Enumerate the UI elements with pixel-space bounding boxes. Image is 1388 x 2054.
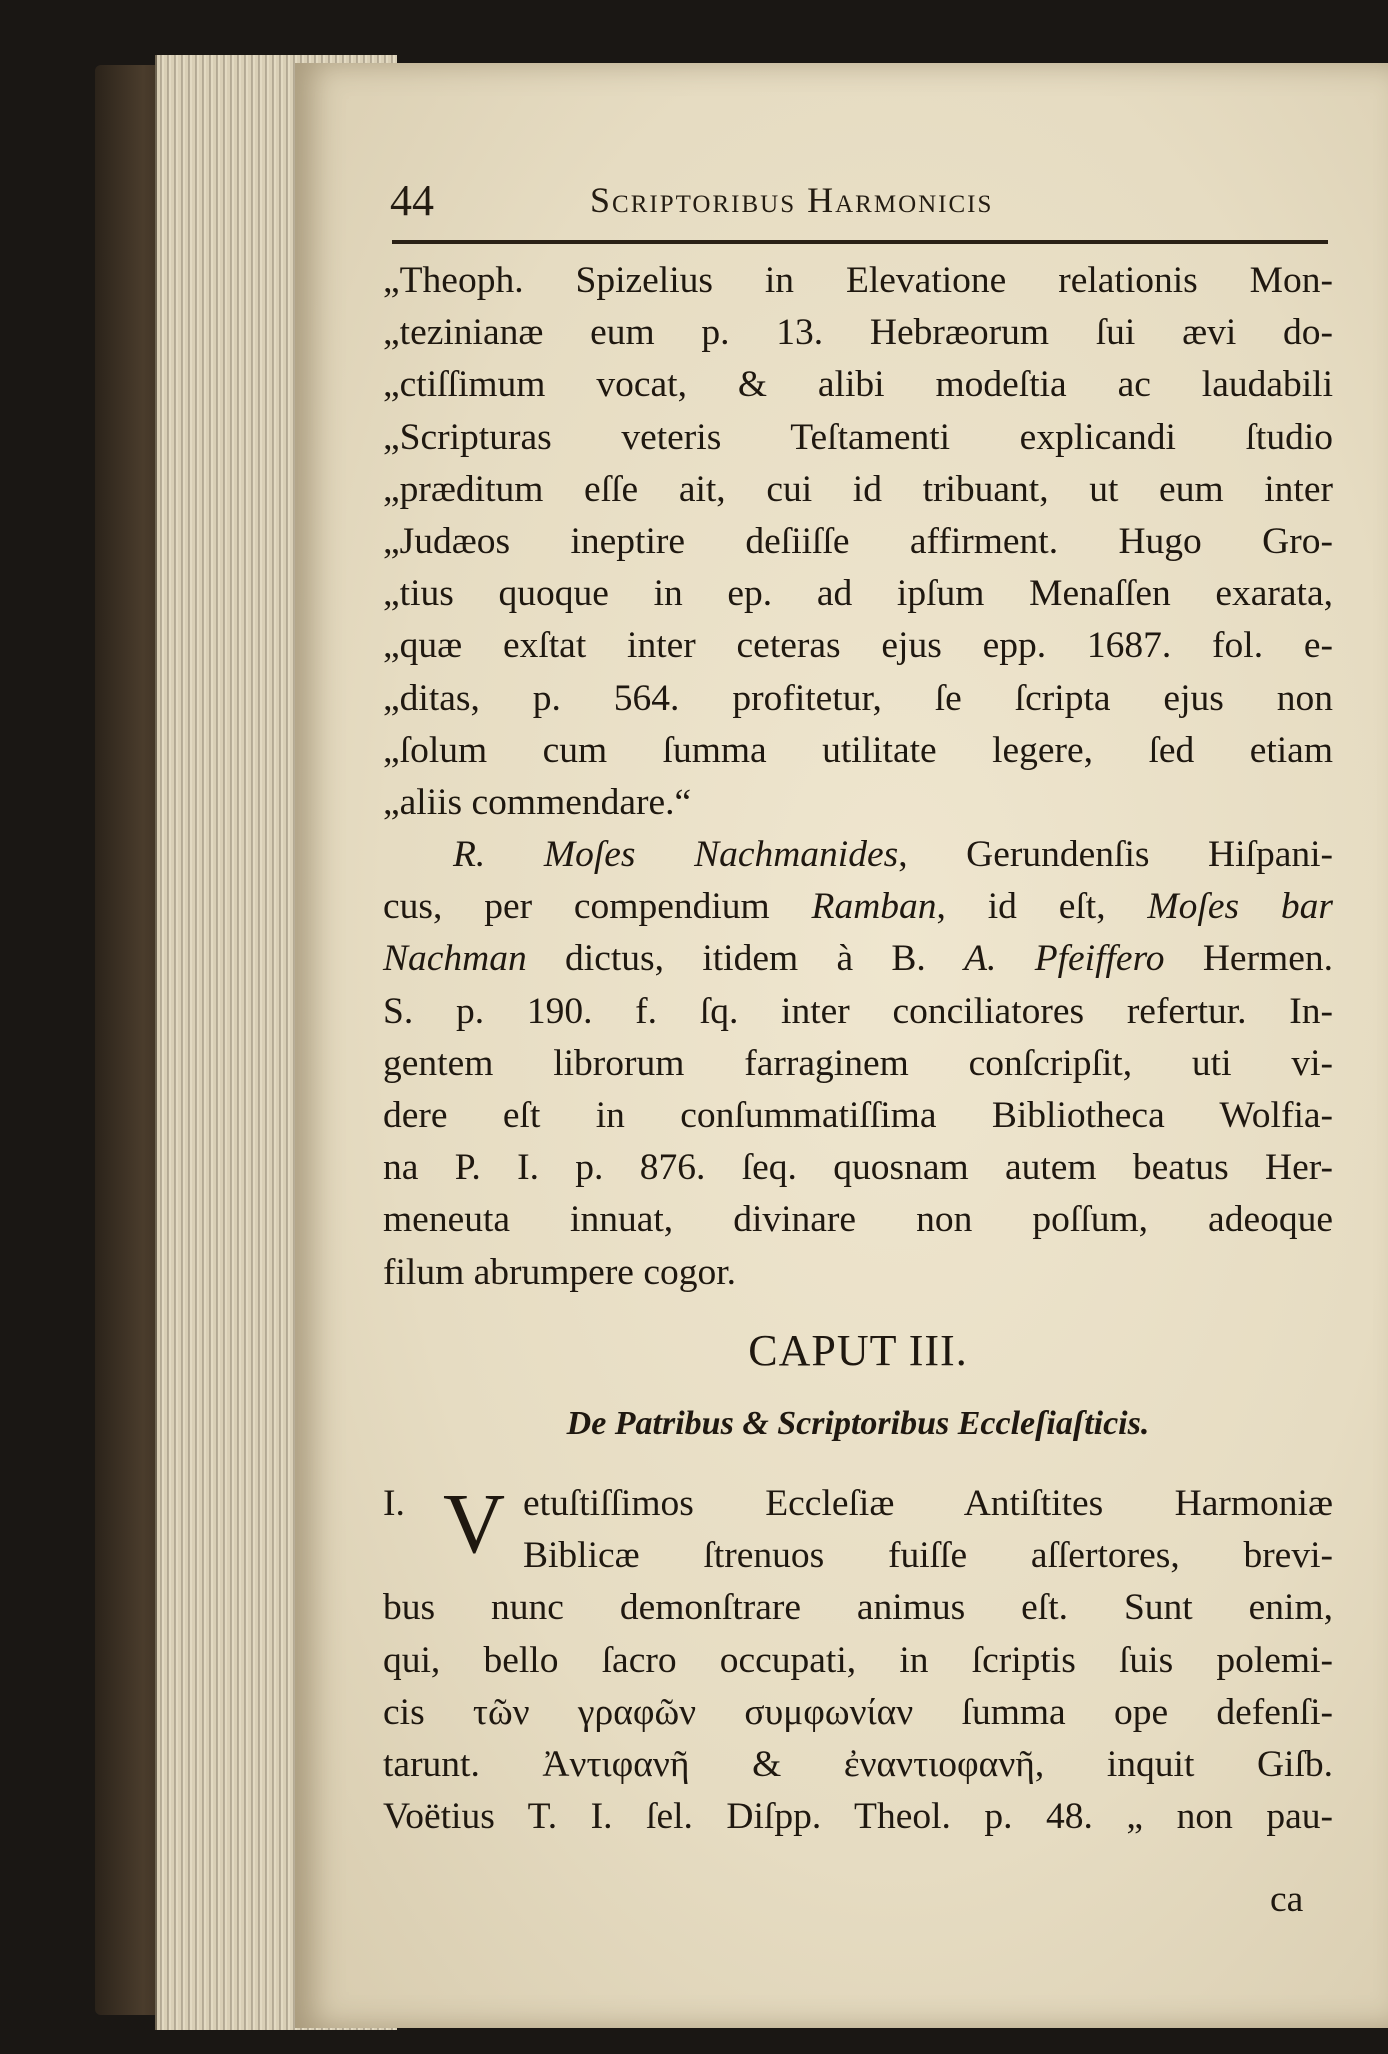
italic-segment: A. Pfeiffero <box>964 938 1165 980</box>
italic-segment: Ramban <box>811 886 937 928</box>
text-line: cis τῶν γραφῶν συμφωνίαν ſumma ope defenſi- <box>383 1691 1333 1733</box>
text-segment: cus, per compendium <box>383 886 812 928</box>
text-segment: , Gerundenſis Hiſpani- <box>898 834 1333 876</box>
text-line <box>383 1142 1333 1194</box>
text-line: etuſtiſſimos Eccleſiæ Antiſtites Harmoniæ <box>523 1483 1333 1524</box>
body-text <box>383 255 1333 1299</box>
text-line <box>383 1247 1333 1299</box>
chapter-subtitle: De Patribus & Scriptoribus Eccleſiaſticis. <box>566 1405 1150 1442</box>
section-number: I. <box>383 1483 405 1524</box>
text-line: „præditum eſſe ait, cui id tribuant, ut eum inter <box>383 468 1333 510</box>
text-line: tarunt. Ἀντιφανῆ & ἐναντιοφανῆ, inquit Giſb. <box>383 1743 1333 1785</box>
drop-capital: V <box>443 1475 506 1571</box>
chapter-title: CAPUT III. <box>748 1326 968 1375</box>
text-line: qui, bello ſacro occupati, in ſcriptis ſuis polemi- <box>383 1639 1333 1681</box>
text-line <box>383 986 1333 1038</box>
text-line <box>383 933 1333 985</box>
header-rule <box>392 240 1328 244</box>
italic-segment: R. Moſes Nachmanides <box>453 834 899 876</box>
text-segment: dictus, itidem à B. <box>526 938 965 980</box>
text-segment: dere eſt in conſummatiſſima Bibliotheca Wolfia- <box>383 1095 1333 1136</box>
text-line: „tezinianæ eum p. 13. Hebræorum ſui ævi do- <box>383 312 1333 354</box>
text-segment: meneuta innuat, divinare non poſſum, adeoque <box>383 1199 1333 1241</box>
section-one <box>383 1475 1333 1843</box>
text-segment: S. p. 190. f. ſq. inter conciliatores refertur. In- <box>383 990 1333 1032</box>
text-line: „Scripturas veteris Teſtamenti explicandi ſtudio <box>383 416 1333 458</box>
running-title: Scriptoribus Harmonicis <box>590 180 994 220</box>
text-line: bus nunc demonſtrare animus eſt. Sunt enim, <box>383 1587 1333 1629</box>
text-line: „Judæos ineptire deſiiſſe affirment. Hugo Gro- <box>383 520 1333 562</box>
text-line: „ctiſſimum vocat, & alibi modeſtia ac laudabili <box>383 364 1333 406</box>
text-segment: na P. I. p. 876. ſeq. quosnam autem beatus Her- <box>383 1147 1333 1189</box>
text-segment: filum abrumpere cogor. <box>383 1251 737 1293</box>
text-line: „Theoph. Spizelius in Elevatione relationis Mon- <box>383 260 1333 301</box>
text-line <box>383 829 1333 881</box>
text-line: „tius quoque in ep. ad ipſum Menaſſen exarata, <box>383 573 1333 615</box>
running-head <box>390 175 1328 235</box>
text-segment: gentem librorum farraginem conſcripſit, uti vi- <box>383 1042 1333 1084</box>
text-line: „ditas, p. 564. profitetur, ſe ſcripta ejus non <box>383 677 1333 719</box>
text-segment: Hermen. <box>1164 938 1333 980</box>
text-line: „aliis commendare.“ <box>383 781 692 823</box>
text-line: Voëtius T. I. ſel. Diſpp. Theol. p. 48. „ non pau- <box>383 1796 1333 1838</box>
text-segment: , id eſt, <box>936 886 1148 928</box>
italic-segment: Moſes bar <box>1147 886 1333 928</box>
paragraph-nachmanides <box>383 829 1333 1299</box>
text-line <box>383 881 1333 933</box>
text-line: „ſolum cum ſumma utilitate legere, ſed etiam <box>383 729 1333 771</box>
text-line <box>383 1194 1333 1246</box>
italic-segment: Nachman <box>383 938 527 980</box>
page-number: 44 <box>390 176 434 225</box>
text-line: Biblicæ ſtrenuos fuiſſe aſſertores, brevi- <box>523 1535 1333 1577</box>
text-line <box>383 1090 1333 1142</box>
catchword: ca <box>1270 1879 1304 1920</box>
text-line <box>383 1038 1333 1090</box>
text-line: „quæ exſtat inter ceteras ejus epp. 1687. fol. e- <box>383 625 1333 667</box>
